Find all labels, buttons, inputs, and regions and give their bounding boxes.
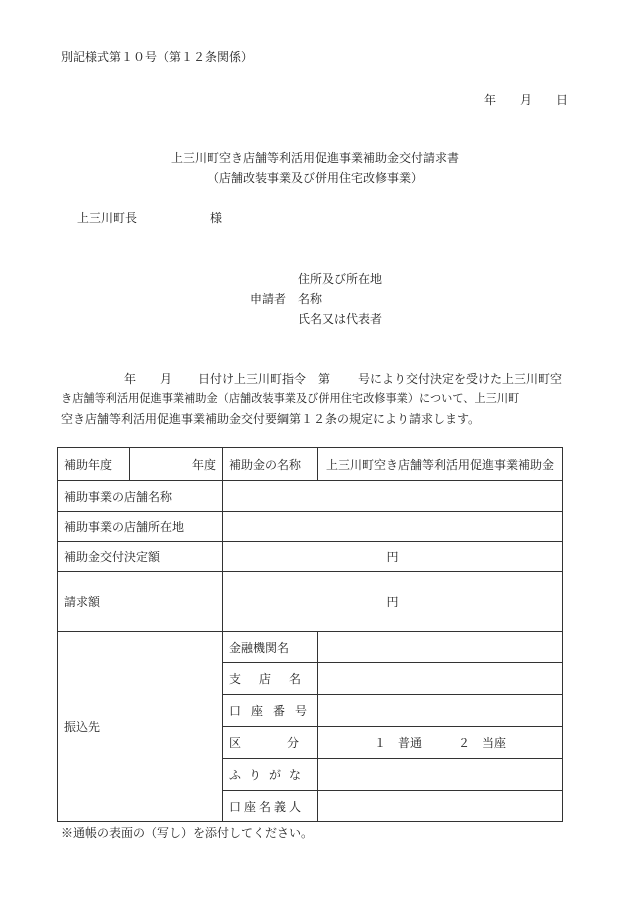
request-amount-unit: 円 xyxy=(386,595,399,609)
table-row xyxy=(58,448,563,481)
store-name-label: 補助事業の店舗名称 xyxy=(58,481,223,512)
account-holder-label: 口座名義人 xyxy=(223,791,318,822)
document-subtitle: （店舗改装事業及び併用住宅改修事業） xyxy=(206,171,423,185)
date-month: 月 xyxy=(519,93,532,107)
body-dated-order: 日付け上三川町指令 xyxy=(198,372,307,386)
date-year: 年 xyxy=(484,93,497,107)
body-month: 月 xyxy=(160,372,173,386)
furigana-input[interactable] xyxy=(318,759,563,791)
request-amount-label: 請求額 xyxy=(58,572,223,632)
account-number-label: 口座番号 xyxy=(223,695,318,727)
date-day: 日 xyxy=(555,93,568,107)
applicant-address-label: 住所及び所在地 xyxy=(298,272,383,286)
table-row xyxy=(58,481,563,512)
request-form-table xyxy=(57,447,563,822)
grant-name-value: 上三川町空き店舗等利活用促進事業補助金 xyxy=(318,448,563,481)
body-number-prefix: 第 xyxy=(318,372,331,386)
table-row xyxy=(58,512,563,542)
body-line1-rest: 号により交付決定を受けた上三川町空 xyxy=(358,372,563,386)
branch-input[interactable] xyxy=(318,663,563,695)
fiscal-year-suffix: 年度 xyxy=(191,457,216,472)
account-holder-input[interactable] xyxy=(318,791,563,822)
body-line3: 空き店舗等利活用促進事業補助金交付要綱第１２条の規定により請求します。 xyxy=(61,412,481,426)
applicant-rep-label: 氏名又は代表者 xyxy=(298,312,383,326)
table-row xyxy=(58,542,563,572)
request-amount-input[interactable] xyxy=(223,572,563,632)
fiscal-year-label: 補助年度 xyxy=(58,448,130,481)
applicant-name-label: 名称 xyxy=(298,292,323,306)
decided-amount-input[interactable] xyxy=(223,542,563,572)
bank-name-label: 金融機関名 xyxy=(223,632,318,663)
addressee-name: 上三川町長 xyxy=(77,211,138,225)
table-row xyxy=(58,572,563,632)
store-address-input[interactable] xyxy=(223,512,563,542)
store-name-input[interactable] xyxy=(223,481,563,512)
account-type-label: 区分 xyxy=(223,727,318,759)
transfer-label: 振込先 xyxy=(58,632,223,822)
applicant-label: 申請者 xyxy=(250,292,287,306)
document-title: 上三川町空き店舗等利活用促進事業補助金交付請求書 xyxy=(170,151,459,165)
fiscal-year-input[interactable] xyxy=(130,448,223,481)
account-number-input[interactable] xyxy=(318,695,563,727)
account-type-options[interactable]: １ 普通 ２ 当座 xyxy=(318,727,563,759)
grant-name-label: 補助金の名称 xyxy=(223,448,318,481)
decided-amount-label: 補助金交付決定額 xyxy=(58,542,223,572)
footnote: ※通帳の表面の（写し）を添付してください。 xyxy=(61,826,314,840)
body-line2: き店舗等利活用促進事業補助金（店舗改装事業及び併用住宅改修事業）について、上三川町 xyxy=(61,392,520,405)
bank-name-input[interactable] xyxy=(318,632,563,663)
table-row xyxy=(58,632,563,663)
furigana-label: ふりがな xyxy=(223,759,318,791)
addressee-honorific: 様 xyxy=(210,211,223,225)
date-line xyxy=(484,91,568,108)
store-address-label: 補助事業の店舗所在地 xyxy=(58,512,223,542)
body-year: 年 xyxy=(124,372,137,386)
form-number: 別記様式第１０号（第１２条関係） xyxy=(61,50,254,64)
decided-amount-unit: 円 xyxy=(386,550,399,564)
branch-label: 支店名 xyxy=(223,663,318,695)
